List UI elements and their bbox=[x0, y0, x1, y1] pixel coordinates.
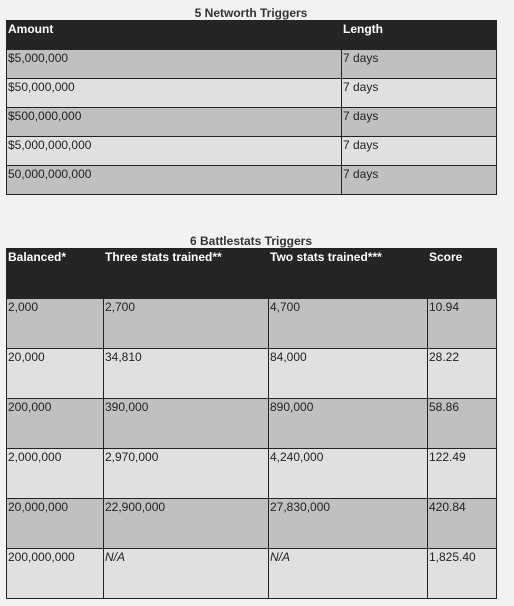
table-row bbox=[7, 449, 497, 499]
cell-three-stats: N/A bbox=[104, 549, 269, 599]
header-two-stats: Two stats trained*** bbox=[269, 249, 428, 299]
cell-balanced: 200,000,000 bbox=[7, 549, 104, 599]
cell-amount: $5,000,000 bbox=[7, 50, 342, 79]
cell-three-stats: 34,810 bbox=[104, 349, 269, 399]
cell-amount: 50,000,000,000 bbox=[7, 166, 342, 195]
cell-balanced: 2,000 bbox=[7, 299, 104, 349]
cell-length: 7 days bbox=[342, 108, 497, 137]
table-row bbox=[7, 549, 497, 599]
cell-length: 7 days bbox=[342, 79, 497, 108]
table-row bbox=[7, 50, 497, 79]
header-score: Score bbox=[428, 249, 497, 299]
cell-amount: $500,000,000 bbox=[7, 108, 342, 137]
header-balanced: Balanced* bbox=[7, 249, 104, 299]
cell-amount: $50,000,000 bbox=[7, 79, 342, 108]
cell-score: 1,825.40 bbox=[428, 549, 497, 599]
table-row bbox=[7, 166, 497, 195]
table-row bbox=[7, 137, 497, 166]
battlestats-caption: 6 Battlestats Triggers bbox=[189, 234, 313, 248]
cell-two-stats: 890,000 bbox=[269, 399, 428, 449]
cell-balanced: 200,000 bbox=[7, 399, 104, 449]
cell-two-stats: N/A bbox=[269, 549, 428, 599]
cell-balanced: 2,000,000 bbox=[7, 449, 104, 499]
cell-length: 7 days bbox=[342, 166, 497, 195]
cell-two-stats: 4,700 bbox=[269, 299, 428, 349]
cell-balanced: 20,000,000 bbox=[7, 499, 104, 549]
cell-amount: $5,000,000,000 bbox=[7, 137, 342, 166]
table-row bbox=[7, 108, 497, 137]
header-three-stats: Three stats trained** bbox=[104, 249, 269, 299]
header-amount: Amount bbox=[7, 21, 342, 50]
header-length: Length bbox=[342, 21, 497, 50]
table-header-row bbox=[7, 249, 497, 299]
cell-three-stats: 390,000 bbox=[104, 399, 269, 449]
networth-triggers-table bbox=[6, 20, 497, 195]
battlestats-triggers-table bbox=[6, 248, 497, 599]
cell-three-stats: 2,700 bbox=[104, 299, 269, 349]
cell-score: 10.94 bbox=[428, 299, 497, 349]
networth-caption: 5 Networth Triggers bbox=[194, 6, 308, 20]
cell-length: 7 days bbox=[342, 50, 497, 79]
cell-three-stats: 22,900,000 bbox=[104, 499, 269, 549]
table-row bbox=[7, 299, 497, 349]
table-row bbox=[7, 79, 497, 108]
cell-score: 58.86 bbox=[428, 399, 497, 449]
cell-length: 7 days bbox=[342, 137, 497, 166]
table-row bbox=[7, 349, 497, 399]
cell-two-stats: 27,830,000 bbox=[269, 499, 428, 549]
table-row bbox=[7, 399, 497, 449]
cell-balanced: 20,000 bbox=[7, 349, 104, 399]
cell-score: 28.22 bbox=[428, 349, 497, 399]
cell-two-stats: 4,240,000 bbox=[269, 449, 428, 499]
cell-two-stats: 84,000 bbox=[269, 349, 428, 399]
table-row bbox=[7, 499, 497, 549]
cell-score: 420.84 bbox=[428, 499, 497, 549]
table-header-row bbox=[7, 21, 497, 50]
cell-score: 122.49 bbox=[428, 449, 497, 499]
cell-three-stats: 2,970,000 bbox=[104, 449, 269, 499]
